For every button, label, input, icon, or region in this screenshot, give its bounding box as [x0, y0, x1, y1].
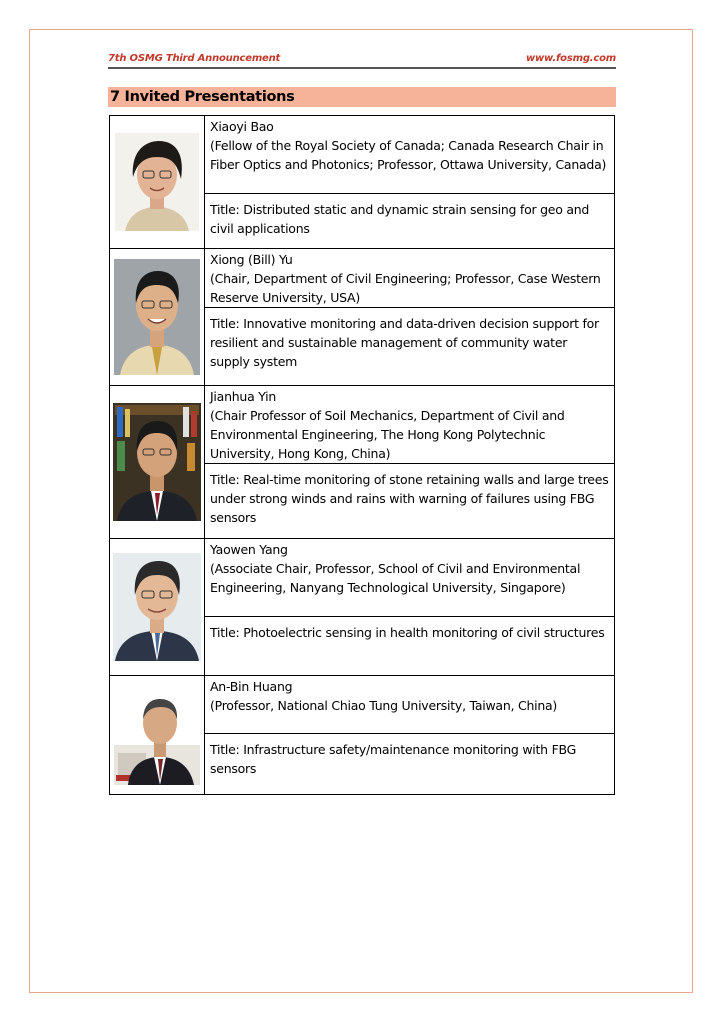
- speaker-photo-cell: [110, 676, 205, 795]
- presentation-title: Title: Innovative monitoring and data-driven decision support for resilient and sustainable management of community water supply system: [205, 308, 615, 386]
- speaker-affiliation: (Professor, National Chiao Tung University, Taiwan, China): [210, 698, 558, 713]
- speakers-table: [109, 115, 615, 795]
- speaker-name: Jianhua Yin: [210, 389, 277, 404]
- speaker-row-name: [110, 386, 615, 464]
- speaker-info-cell: [205, 539, 615, 617]
- speaker-name: Yaowen Yang: [210, 542, 288, 557]
- speaker-affiliation: (Chair Professor of Soil Mechanics, Department of Civil and Environmental Engineering, The Hong Kong Polytechnic University, Hong Kong, China): [210, 408, 565, 461]
- speaker-photo-cell: [110, 116, 205, 249]
- speaker-affiliation: (Associate Chair, Professor, School of Civil and Environmental Engineering, Nanyang Technological University, Singapore): [210, 561, 581, 595]
- speaker-affiliation: (Chair, Department of Civil Engineering; Professor, Case Western Reserve University, USA): [210, 271, 601, 305]
- presentation-title: Title: Infrastructure safety/maintenance monitoring with FBG sensors: [205, 734, 615, 795]
- speaker-photo-yin: [113, 403, 201, 521]
- speaker-name: Xiong (Bill) Yu: [210, 252, 293, 267]
- speaker-photo-cell: [110, 249, 205, 386]
- header-title: 7th OSMG Third Announcement: [108, 53, 281, 64]
- speaker-photo-bao: [115, 133, 199, 231]
- speaker-affiliation: (Fellow of the Royal Society of Canada; Canada Research Chair in Fiber Optics and Photonics; Professor, Ottawa University, Canada): [210, 138, 607, 172]
- speaker-photo-yu: [114, 259, 200, 375]
- speaker-photo-yang: [113, 553, 201, 661]
- speaker-name: Xiaoyi Bao: [210, 119, 274, 134]
- presentation-title: Title: Distributed static and dynamic strain sensing for geo and civil applications: [205, 194, 615, 249]
- speaker-photo-cell: [110, 386, 205, 539]
- speaker-photo-cell: [110, 539, 205, 676]
- section-title: 7 Invited Presentations: [108, 87, 616, 107]
- page-header: [108, 50, 616, 68]
- speaker-row-name: [110, 539, 615, 617]
- speaker-row-name: [110, 116, 615, 194]
- presentation-title: Title: Photoelectric sensing in health monitoring of civil structures: [205, 617, 615, 676]
- speaker-info-cell: [205, 116, 615, 194]
- speaker-info-cell: [205, 249, 615, 308]
- presentation-title: Title: Real-time monitoring of stone retaining walls and large trees under strong winds and rains with warning of failures using FBG sensors: [205, 464, 615, 539]
- speaker-info-cell: [205, 676, 615, 734]
- speaker-info-cell: [205, 386, 615, 464]
- speaker-name: An-Bin Huang: [210, 679, 293, 694]
- header-rule: [108, 67, 616, 69]
- speaker-row-name: [110, 676, 615, 734]
- speaker-photo-huang: [114, 685, 200, 785]
- speaker-row-name: [110, 249, 615, 308]
- header-website: www.fosmg.com: [525, 53, 616, 64]
